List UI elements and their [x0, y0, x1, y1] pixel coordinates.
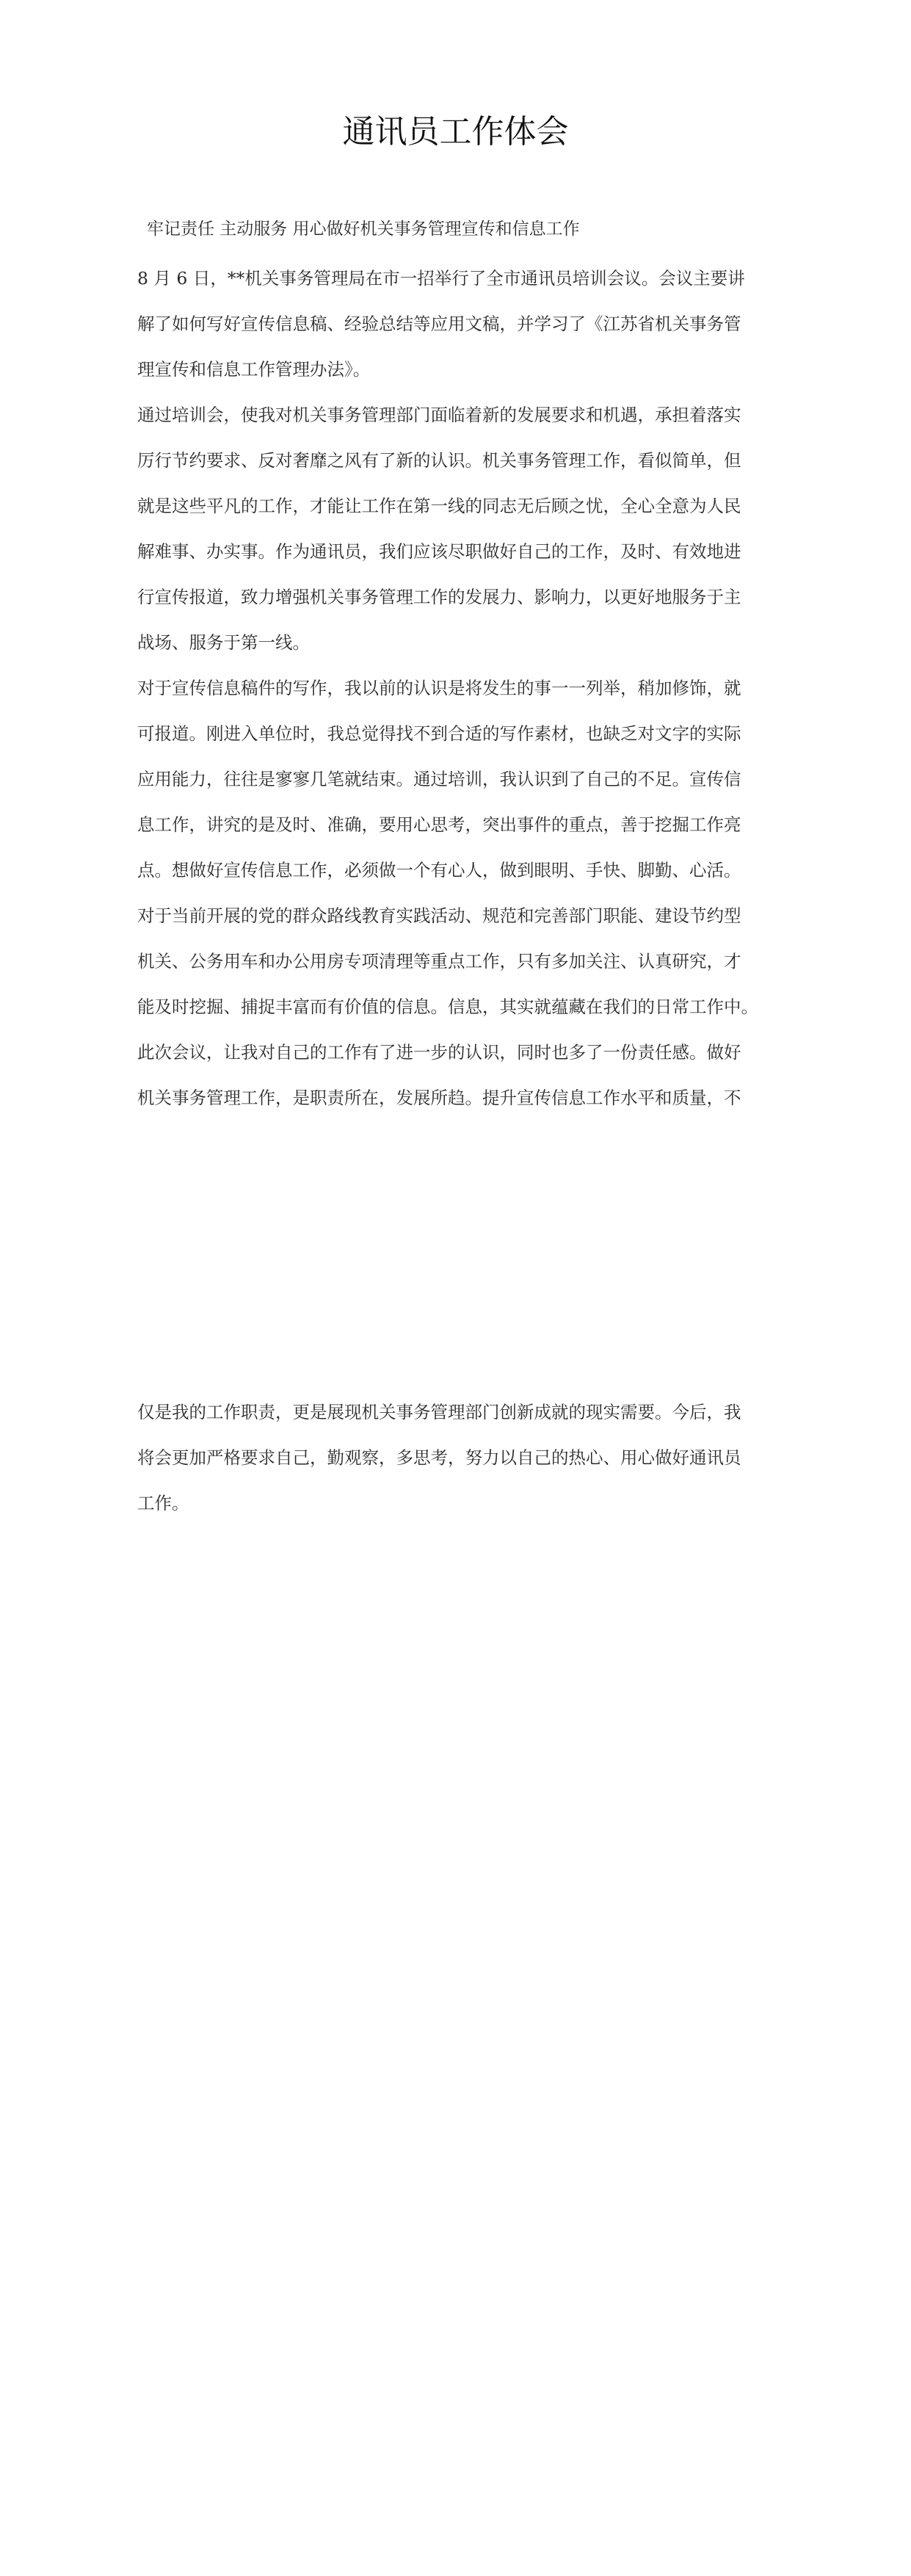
text-line: 行宣传报道，致力增强机关事务管理工作的发展力、影响力，以更好地服务于主 — [137, 587, 741, 607]
text-line: 息工作，讲究的是及时、准确，要用心思考，突出事件的重点，善于挖掘工作亮 — [137, 814, 741, 835]
text-line: 机关事务管理工作，是职责所在，发展所趋。提升宣传信息工作水平和质量，不 — [137, 1088, 741, 1108]
text-line: 理宣传和信息工作管理办法》。 — [137, 359, 371, 380]
text-line: 解了如何写好宣传信息稿、经验总结等应用文稿，并学习了《江苏省机关事务管 — [137, 314, 741, 334]
text-line: 8 月 6 日，**机关事务管理局在市一招举行了全市通讯员培训会议。会议主要讲 — [137, 268, 745, 289]
text-line: 仅是我的工作职责，更是展现机关事务管理部门创新成就的现实需要。今后，我 — [137, 1402, 741, 1422]
body-text-block-2 — [137, 1389, 783, 1526]
text-line: 厉行节约要求、反对奢靡之风有了新的认识。机关事务管理工作，看似简单，但 — [137, 450, 741, 471]
text-line: 机关、公务用车和办公用房专项清理等重点工作，只有多加关注、认真研究，才 — [137, 951, 741, 972]
text-line: 通过培训会，使我对机关事务管理部门面临着新的发展要求和机遇，承担着落实 — [137, 405, 741, 425]
text-line: 应用能力，往往是寥寥几笔就结束。通过培训，我认识到了自己的不足。宣传信 — [137, 769, 741, 789]
text-line: 就是这些平凡的工作，才能让工作在第一线的同志无后顾之忧，全心全意为人民 — [137, 496, 741, 516]
text-line: 战场、服务于第一线。 — [137, 632, 310, 653]
text-line: 解难事、办实事。作为通讯员，我们应该尽职做好自己的工作，及时、有效地进 — [137, 541, 741, 562]
text-line: 工作。 — [137, 1493, 189, 1513]
document-title: 通讯员工作体会 — [342, 113, 569, 151]
text-line: 能及时挖掘、捕捉丰富而有价值的信息。信息，其实就蕴藏在我们的日常工作中。 — [137, 996, 758, 1017]
body-text-block-1 — [137, 256, 783, 1121]
text-line: 对于宣传信息稿件的写作，我以前的认识是将发生的事一一列举，稍加修饰，就 — [137, 678, 741, 698]
text-line: 对于当前开展的党的群众路线教育实践活动、规范和完善部门职能、建设节约型 — [137, 905, 741, 926]
text-line: 点。想做好宣传信息工作，必须做一个有心人，做到眼明、手快、脚勤、心活。 — [137, 860, 741, 880]
text-line: 将会更加严格要求自己，勤观察，多思考，努力以自己的热心、用心做好通讯员 — [137, 1447, 741, 1468]
text-line: 可报道。刚进入单位时，我总觉得找不到合适的写作素材，也缺乏对文字的实际 — [137, 723, 741, 744]
document-subtitle: 牢记责任 主动服务 用心做好机关事务管理宣传和信息工作 — [147, 220, 580, 239]
text-line: 此次会议，让我对自己的工作有了进一步的认识，同时也多了一份责任感。做好 — [137, 1042, 741, 1063]
